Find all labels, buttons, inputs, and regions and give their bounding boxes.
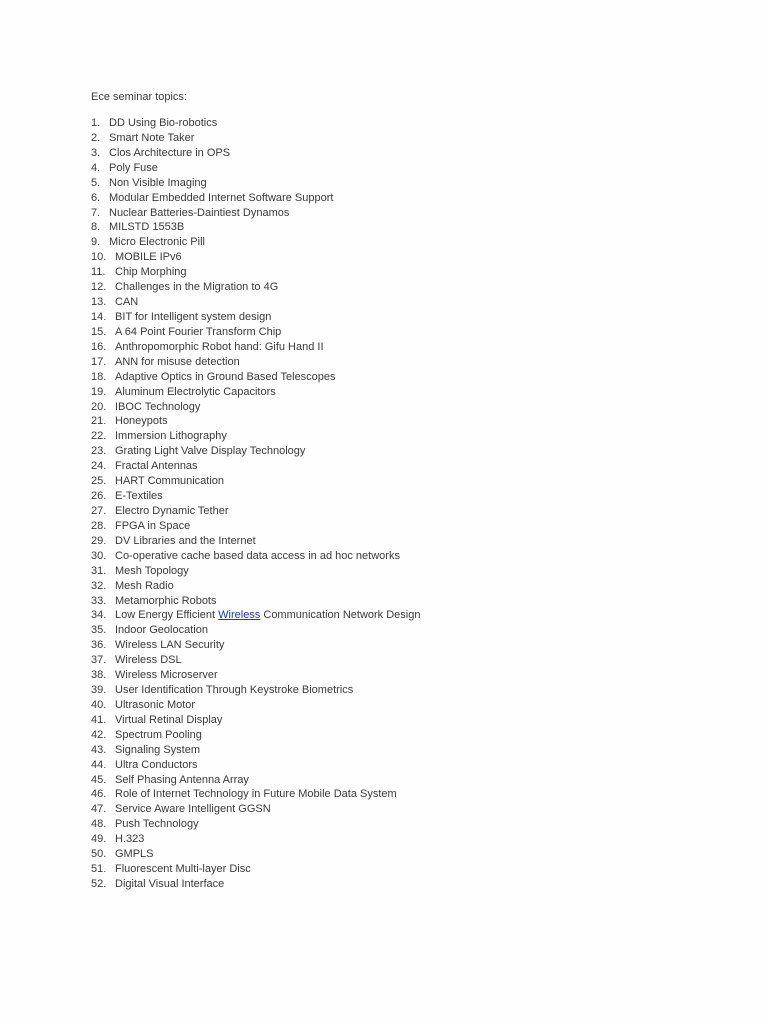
topic-item — [91, 265, 420, 280]
topic-number: 5. — [91, 176, 101, 189]
seminar-topic-list — [91, 116, 420, 892]
topic-number: 50. — [91, 848, 107, 861]
topic-text: Nuclear Batteries-Daintiest Dynamos — [109, 206, 290, 219]
topic-text: Modular Embedded Internet Software Support — [109, 191, 334, 204]
topic-number: 18. — [91, 370, 107, 383]
topic-text: Service Aware Intelligent GGSN — [115, 803, 271, 816]
topic-number: 43. — [91, 743, 107, 756]
topic-number: 12. — [91, 281, 107, 294]
topic-item — [91, 176, 420, 191]
topic-text: A 64 Point Fourier Transform Chip — [115, 325, 282, 338]
topic-item — [91, 116, 420, 131]
topic-text: FPGA in Space — [115, 519, 191, 532]
topic-item — [91, 385, 420, 400]
topic-text: Grating Light Valve Display Technology — [115, 445, 306, 458]
topic-text: Non Visible Imaging — [109, 176, 207, 189]
topic-item — [91, 235, 420, 250]
topic-number: 14. — [91, 310, 107, 323]
topic-number: 33. — [91, 594, 107, 607]
topic-text: Chip Morphing — [115, 266, 187, 279]
topic-item — [91, 787, 420, 802]
topic-number: 6. — [91, 191, 101, 204]
topic-text: Ultra Conductors — [115, 758, 198, 771]
topic-item — [91, 444, 420, 459]
topic-item — [91, 564, 420, 579]
topic-number: 32. — [91, 579, 107, 592]
topic-item — [91, 549, 420, 564]
topic-item — [91, 728, 420, 743]
topic-number: 30. — [91, 549, 107, 562]
topic-number: 47. — [91, 803, 107, 816]
topic-item — [91, 131, 420, 146]
topic-number: 9. — [91, 236, 101, 249]
topic-text: E-Textiles — [115, 490, 163, 503]
topic-number: 42. — [91, 728, 107, 741]
topic-item — [91, 713, 420, 728]
topic-item — [91, 250, 420, 265]
topic-item — [91, 847, 420, 862]
topic-text: Challenges in the Migration to 4G — [115, 281, 279, 294]
topic-text: DV Libraries and the Internet — [115, 534, 256, 547]
topic-text: BIT for Intelligent system design — [115, 310, 272, 323]
topic-item — [91, 161, 420, 176]
topic-item — [91, 534, 420, 549]
topic-number: 35. — [91, 624, 107, 637]
topic-text: Co-operative cache based data access in ad hoc networks — [115, 549, 400, 562]
topic-item — [91, 489, 420, 504]
topic-item — [91, 206, 420, 221]
topic-number: 8. — [91, 221, 101, 234]
topic-text: Wireless LAN Security — [115, 639, 225, 652]
topic-number: 49. — [91, 833, 107, 846]
topic-text: GMPLS — [115, 848, 154, 861]
topic-item — [91, 146, 420, 161]
topic-number: 23. — [91, 445, 107, 458]
topic-item — [91, 414, 420, 429]
topic-number: 1. — [91, 117, 101, 129]
topic-text: HART Communication — [115, 475, 225, 488]
topic-text: CAN — [115, 296, 139, 309]
topic-item — [91, 370, 420, 385]
wireless-link[interactable]: Wireless — [218, 609, 261, 622]
topic-text-prefix: Low Energy Efficient — [115, 609, 219, 622]
topic-text: Electro Dynamic Tether — [115, 504, 229, 517]
topic-number: 31. — [91, 564, 107, 577]
topic-item — [91, 608, 420, 623]
topic-item — [91, 817, 420, 832]
topic-text: Adaptive Optics in Ground Based Telescopes — [115, 370, 336, 383]
topic-item — [91, 191, 420, 206]
topic-number: 44. — [91, 758, 107, 771]
topic-text: Poly Fuse — [109, 161, 158, 174]
topic-item — [91, 310, 420, 325]
topic-text: Wireless DSL — [115, 654, 182, 667]
topic-text: Indoor Geolocation — [115, 624, 208, 637]
topic-item — [91, 280, 420, 295]
topic-number: 20. — [91, 400, 107, 413]
topic-text: DD Using Bio-robotics — [109, 117, 218, 129]
topic-number: 34. — [91, 609, 107, 622]
topic-number: 3. — [91, 146, 101, 159]
topic-text: Push Technology — [115, 818, 199, 831]
topic-item — [91, 400, 420, 415]
topic-number: 17. — [91, 355, 107, 368]
topic-number: 45. — [91, 773, 107, 786]
topic-number: 28. — [91, 519, 107, 532]
topic-item — [91, 877, 420, 892]
topic-item — [91, 683, 420, 698]
topic-text: Anthropomorphic Robot hand: Gifu Hand II — [115, 340, 324, 353]
topic-text: Virtual Retinal Display — [115, 713, 223, 726]
topic-text: Smart Note Taker — [109, 131, 195, 144]
topic-number: 10. — [91, 251, 107, 264]
topic-item — [91, 802, 420, 817]
topic-item — [91, 653, 420, 668]
topic-text: Mesh Radio — [115, 579, 174, 592]
topic-number: 51. — [91, 863, 107, 876]
topic-item — [91, 743, 420, 758]
topic-item — [91, 668, 420, 683]
topic-number: 48. — [91, 818, 107, 831]
topic-item — [91, 340, 420, 355]
topic-number: 25. — [91, 475, 107, 488]
topic-item — [91, 623, 420, 638]
topic-item — [91, 832, 420, 847]
topic-item — [91, 698, 420, 713]
topic-number: 27. — [91, 504, 107, 517]
topic-number: 36. — [91, 639, 107, 652]
topic-text: Spectrum Pooling — [115, 728, 202, 741]
topic-text — [115, 608, 420, 623]
topic-text: Ultrasonic Motor — [115, 698, 196, 711]
topic-text: Micro Electronic Pill — [109, 236, 205, 249]
topic-text: Fractal Antennas — [115, 460, 198, 473]
topic-item — [91, 355, 420, 370]
topic-number: 46. — [91, 788, 107, 801]
topic-text: Digital Visual Interface — [115, 878, 225, 891]
topic-text: Mesh Topology — [115, 564, 189, 577]
topic-item — [91, 295, 420, 310]
topic-number: 7. — [91, 206, 101, 219]
document-heading: Ece seminar topics: — [91, 91, 187, 103]
topic-number: 2. — [91, 131, 101, 144]
topic-text: Self Phasing Antenna Array — [115, 773, 249, 786]
topic-item — [91, 220, 420, 235]
topic-number: 38. — [91, 669, 107, 682]
topic-text: User Identification Through Keystroke Biometrics — [115, 684, 354, 697]
topic-number: 13. — [91, 296, 107, 309]
topic-item — [91, 504, 420, 519]
topic-text: Metamorphic Robots — [115, 594, 217, 607]
topic-item — [91, 773, 420, 788]
topic-number: 4. — [91, 161, 101, 174]
topic-item — [91, 325, 420, 340]
topic-number: 26. — [91, 490, 107, 503]
topic-item — [91, 579, 420, 594]
topic-number: 41. — [91, 713, 107, 726]
topic-text: Signaling System — [115, 743, 200, 756]
topic-text: MILSTD 1553B — [109, 221, 185, 234]
topic-text: IBOC Technology — [115, 400, 201, 413]
topic-number: 16. — [91, 340, 107, 353]
topic-text-suffix: Communication Network Design — [260, 609, 421, 622]
topic-text: Aluminum Electrolytic Capacitors — [115, 385, 276, 398]
topic-text: Fluorescent Multi-layer Disc — [115, 863, 251, 876]
topic-number: 29. — [91, 534, 107, 547]
topic-text: Immersion Lithography — [115, 430, 227, 443]
topic-text: MOBILE IPv6 — [115, 251, 182, 264]
topic-text: Honeypots — [115, 415, 168, 428]
topic-number: 11. — [91, 266, 106, 279]
topic-number: 52. — [91, 878, 107, 891]
topic-number: 39. — [91, 684, 107, 697]
topic-item — [91, 519, 420, 534]
topic-item — [91, 429, 420, 444]
topic-text: Role of Internet Technology in Future Mobile Data System — [115, 788, 397, 801]
topic-number: 19. — [91, 385, 107, 398]
topic-item — [91, 459, 420, 474]
topic-text: H.323 — [115, 833, 145, 846]
topic-number: 21. — [91, 415, 107, 428]
topic-text: Clos Architecture in OPS — [109, 146, 231, 159]
topic-item — [91, 474, 420, 489]
topic-number: 40. — [91, 698, 107, 711]
topic-item — [91, 758, 420, 773]
topic-item — [91, 862, 420, 877]
topic-item — [91, 638, 420, 653]
topic-item — [91, 594, 420, 609]
topic-number: 15. — [91, 325, 107, 338]
topic-number: 22. — [91, 430, 107, 443]
topic-text: Wireless Microserver — [115, 669, 218, 682]
topic-number: 24. — [91, 460, 107, 473]
topic-number: 37. — [91, 654, 107, 667]
topic-text: ANN for misuse detection — [115, 355, 240, 368]
